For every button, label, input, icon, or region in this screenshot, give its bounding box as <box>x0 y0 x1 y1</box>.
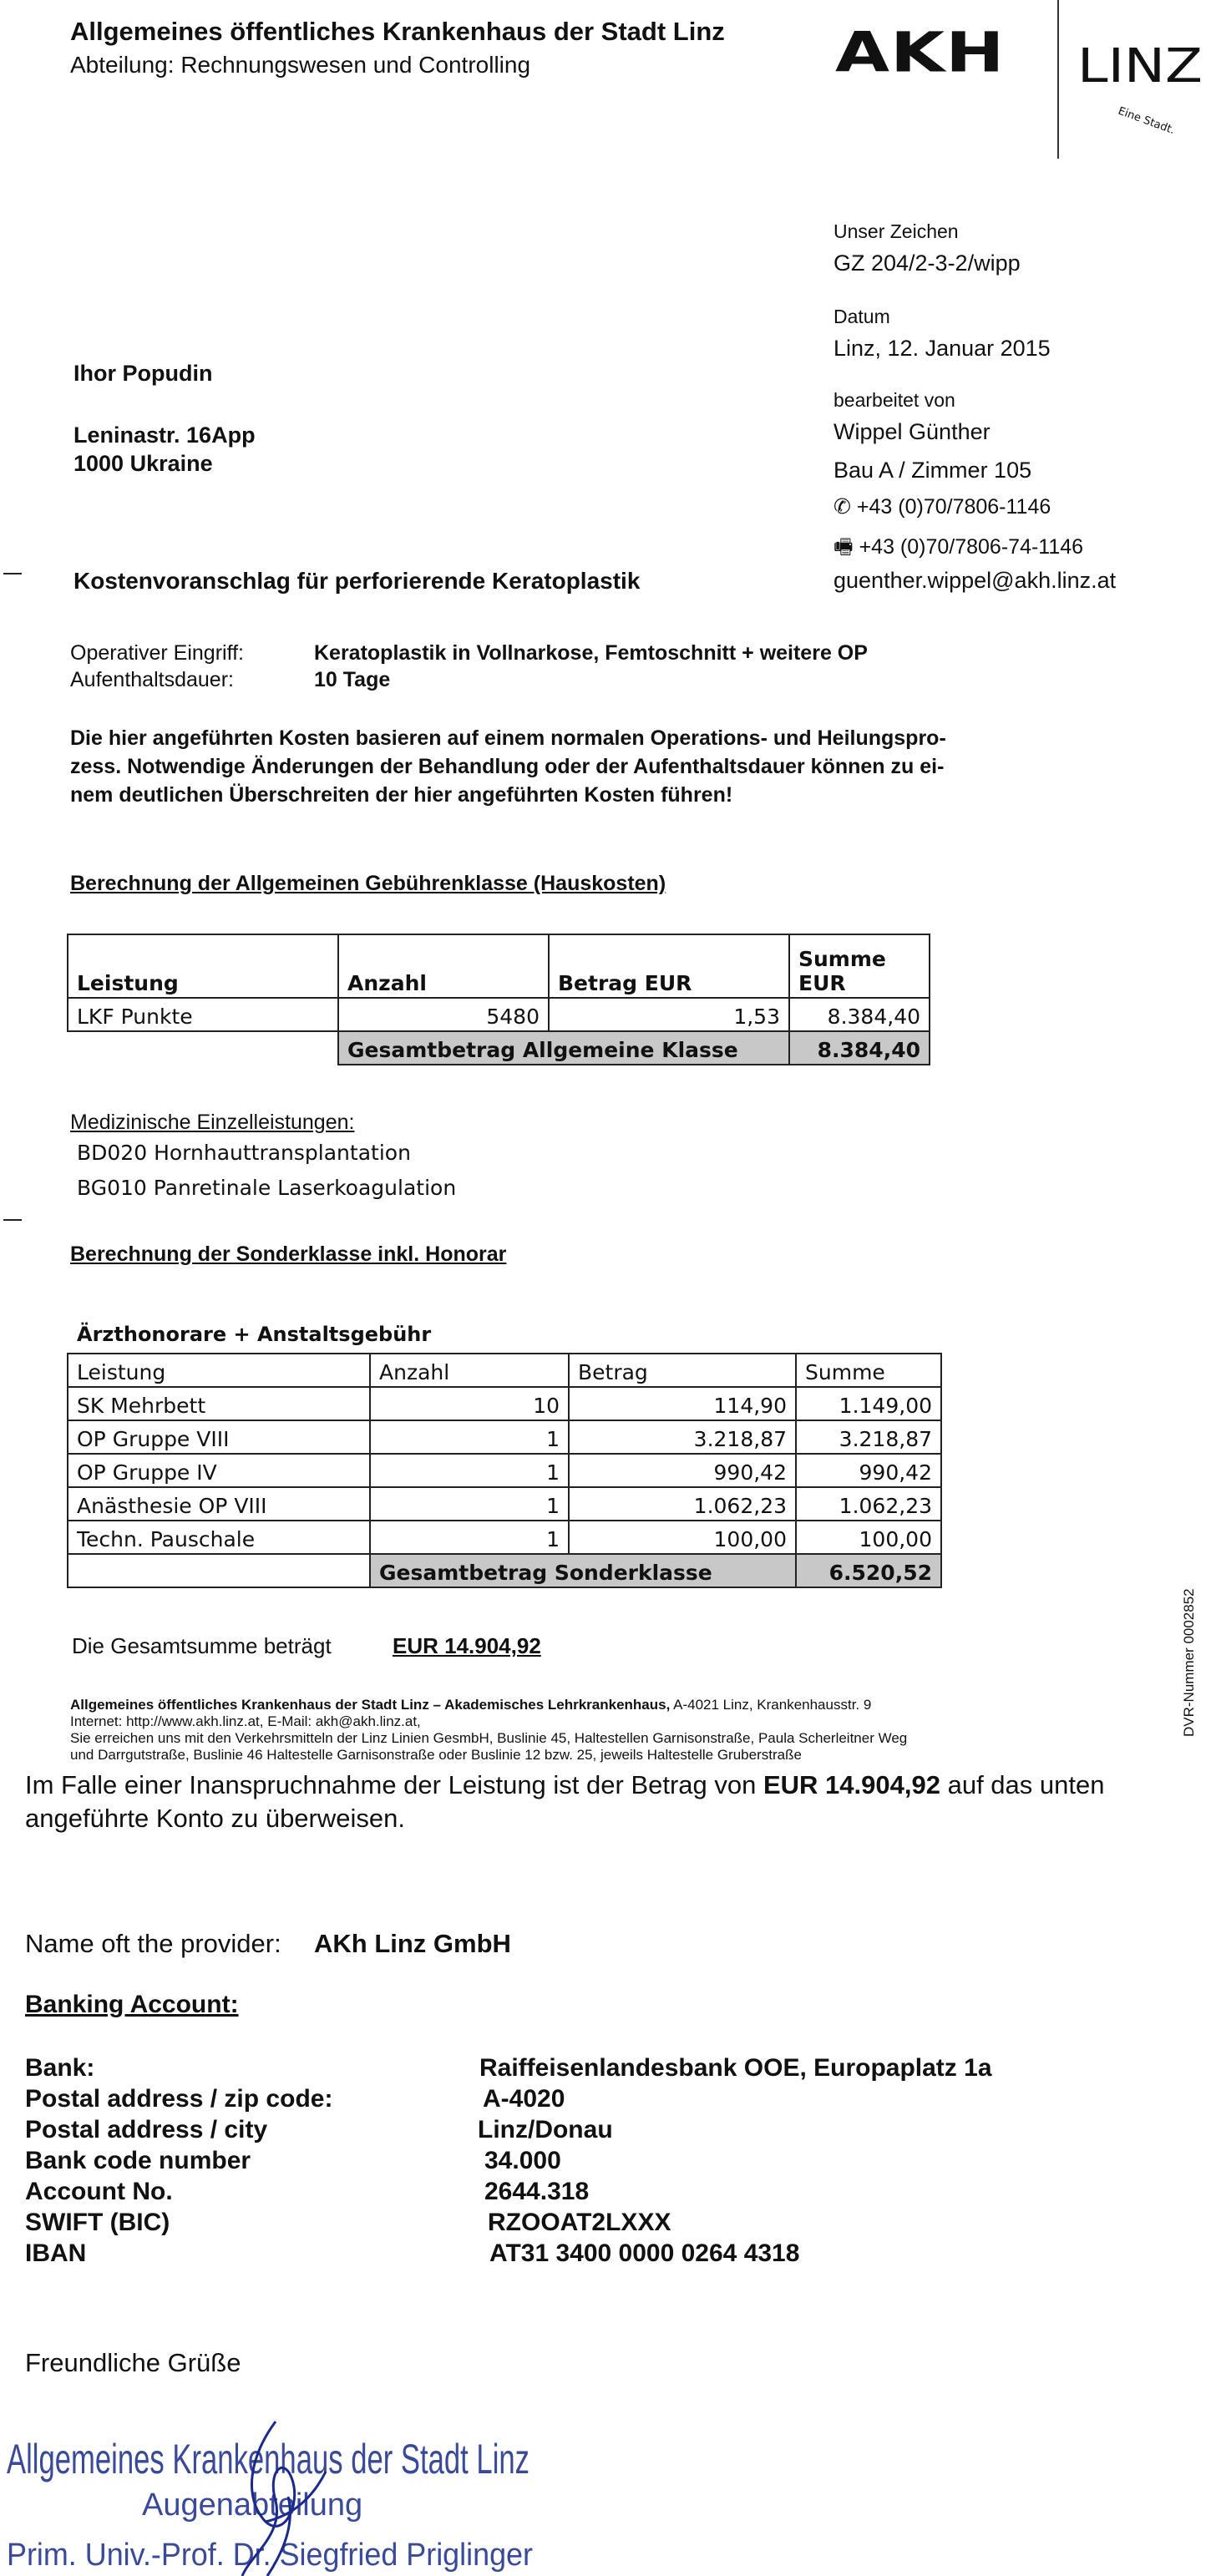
city-label: Postal address / city <box>25 2116 268 2143</box>
cell-leistung: OP Gruppe IV <box>68 1454 370 1487</box>
iban-value: AT31 3400 0000 0264 4318 <box>489 2239 800 2267</box>
special-cost-table <box>67 1353 942 1588</box>
cell-betrag: 990,42 <box>569 1454 796 1487</box>
table-header-row <box>68 1354 941 1387</box>
col-anzahl: Anzahl <box>338 934 549 998</box>
total-value: 6.520,52 <box>796 1554 941 1587</box>
table-row <box>68 1487 941 1521</box>
footer-line-3: Sie erreichen uns mit den Verkehrsmitteln der Linz Linien GesmbH, Buslinie 45, Haltestellen Garnisonstraße, Paula Scherleitner Weg <box>70 1730 908 1746</box>
recipient-street: Leninastr. 16App <box>73 423 256 448</box>
stamp-line-1: Allgemeines Krankenhaus der Stadt Linz <box>7 2436 529 2482</box>
fold-mark <box>3 573 22 574</box>
disclaimer-line-3: nem deutlichen Überschreiten der hier angeführten Kosten führen! <box>70 783 733 807</box>
cell-leistung: SK Mehrbett <box>68 1387 370 1420</box>
swift-value: RZOOAT2LXXX <box>488 2209 671 2236</box>
table-row <box>68 1387 941 1420</box>
datum: Linz, 12. Januar 2015 <box>833 336 1051 361</box>
linz-logo <box>1067 5 1216 138</box>
datum-label: Datum <box>833 306 890 327</box>
bank-label: Bank: <box>25 2054 95 2082</box>
dauer-value: 10 Tage <box>314 668 391 691</box>
bearbeiter: Wippel Günther <box>833 419 991 444</box>
linz-logo-text: LINZ <box>1077 39 1203 94</box>
phone-number: +43 (0)70/7806-1146 <box>856 495 1051 519</box>
fax-icon: 🖷 <box>833 535 854 559</box>
col-anzahl: Anzahl <box>370 1354 569 1387</box>
special-heading: Berechnung der Sonderklasse inkl. Honorar <box>70 1242 507 1266</box>
bearbeitet-label: bearbeitet von <box>833 389 955 411</box>
zip-label: Postal address / zip code: <box>25 2085 333 2113</box>
total-label: Gesamtbetrag Allgemeine Klasse <box>338 1031 789 1065</box>
cell-summe: 8.384,40 <box>789 998 930 1031</box>
col-summe-line-1: Summe <box>798 947 886 971</box>
phone-icon: ✆ <box>833 495 851 519</box>
dvr-number: DVR-Nummer 0002852 <box>1181 1588 1197 1737</box>
payment-line-2: angeführte Konto zu überweisen. <box>25 1804 405 1833</box>
account-value: 2644.318 <box>484 2178 590 2205</box>
cell-leistung: LKF Punkte <box>68 998 338 1031</box>
signature-stamp <box>0 2422 585 2576</box>
linz-logo-tagline: Eine Stadt. <box>1116 104 1177 138</box>
provider-label: Name oft the provider: <box>25 1929 281 1958</box>
general-heading: Berechnung der Allgemeinen Gebührenklasse (Hauskosten) <box>70 872 666 895</box>
cell-summe: 1.149,00 <box>796 1387 941 1420</box>
cell-anzahl: 1 <box>370 1454 569 1487</box>
provider-value: AKh Linz GmbH <box>314 1929 511 1958</box>
account-label: Account No. <box>25 2178 173 2205</box>
department-subtitle: Abteilung: Rechnungswesen und Controlling <box>70 52 531 78</box>
medical-heading: Medizinische Einzelleistungen: <box>70 1111 355 1134</box>
unser-zeichen: GZ 204/2-3-2/wipp <box>833 251 1021 276</box>
cell-betrag: 100,00 <box>569 1521 796 1554</box>
col-betrag: Betrag EUR <box>549 934 789 998</box>
medical-item: BG010 Panretinale Laserkoagulation <box>77 1176 457 1200</box>
col-leistung: Leistung <box>68 1354 370 1387</box>
zip-value: A-4020 <box>483 2085 565 2113</box>
cell-anzahl: 5480 <box>338 998 549 1031</box>
col-summe <box>789 934 930 998</box>
footer-address: A-4021 Linz, Krankenhausstr. 9 <box>670 1697 872 1713</box>
cell-leistung: OP Gruppe VIII <box>68 1420 370 1454</box>
disclaimer-line-1: Die hier angeführten Kosten basieren auf einem normalen Operations- und Heilungspro- <box>70 726 946 750</box>
footer-line-4: und Darrgutstraße, Buslinie 46 Haltestelle Garnisonstraße oder Buslinie 12 bzw. 25, jeweils Haltestelle Gruberstraße <box>70 1747 802 1763</box>
cell-anzahl: 1 <box>370 1521 569 1554</box>
col-summe-line-2: EUR <box>798 971 846 995</box>
recipient-city: 1000 Ukraine <box>73 451 213 476</box>
disclaimer-line-2: zess. Notwendige Änderungen der Behandlung oder der Aufenthaltsdauer können zu ei- <box>70 755 945 778</box>
grand-total-value: EUR 14.904,92 <box>393 1633 541 1658</box>
fold-mark <box>3 1219 22 1221</box>
stamp-line-2: Augenabteilung <box>142 2487 363 2523</box>
total-label: Gesamtbetrag Sonderklasse <box>370 1554 796 1587</box>
table-row <box>68 1521 941 1554</box>
fax-line <box>833 531 1083 567</box>
cell-summe: 100,00 <box>796 1521 941 1554</box>
table-row <box>68 1420 941 1454</box>
stamp-line-3: Prim. Univ.-Prof. Dr. Siegfried Priglinger <box>7 2538 534 2573</box>
col-betrag: Betrag <box>569 1354 796 1387</box>
special-table-title: Ärzthonorare + Anstaltsgebühr <box>77 1323 432 1346</box>
recipient-name: Ihor Popudin <box>73 361 213 386</box>
bank-value: Raiffeisenlandesbank OOE, Europaplatz 1a <box>479 2054 992 2082</box>
closing: Freundliche Grüße <box>25 2348 241 2377</box>
cell-anzahl: 1 <box>370 1420 569 1454</box>
cell-summe: 990,42 <box>796 1454 941 1487</box>
cell-summe: 3.218,87 <box>796 1420 941 1454</box>
medical-item: BD020 Hornhauttransplantation <box>77 1141 411 1165</box>
grand-total-label: Die Gesamtsumme beträgt <box>72 1633 332 1658</box>
fax-number: +43 (0)70/7806-74-1146 <box>859 535 1084 559</box>
bank-code-label: Bank code number <box>25 2147 251 2174</box>
bank-code-value: 34.000 <box>484 2147 561 2174</box>
empty-cell <box>68 1554 370 1587</box>
footer-hospital: Allgemeines öffentliches Krankenhaus der Stadt Linz – Akademisches Lehrkrankenhaus, <box>70 1697 671 1713</box>
banking-heading: Banking Account: <box>25 1991 239 2018</box>
total-value: 8.384,40 <box>789 1031 930 1065</box>
city-value: Linz/Donau <box>478 2116 613 2143</box>
payment-line-1 <box>25 1770 1104 1800</box>
cell-anzahl: 10 <box>370 1387 569 1420</box>
table-total-row <box>68 1031 930 1065</box>
col-summe: Summe <box>796 1354 941 1387</box>
cell-leistung: Techn. Pauschale <box>68 1521 370 1554</box>
table-row <box>68 1454 941 1487</box>
subject: Kostenvoranschlag für perforierende Keratoplastik <box>73 568 641 594</box>
unser-zeichen-label: Unser Zeichen <box>833 220 959 242</box>
cell-summe: 1.062,23 <box>796 1487 941 1521</box>
general-cost-table <box>67 934 930 1065</box>
payment-amount: EUR 14.904,92 <box>763 1770 940 1799</box>
table-row <box>68 998 930 1031</box>
empty-cell <box>68 1031 338 1065</box>
email: guenther.wippel@akh.linz.at <box>833 568 1117 593</box>
dauer-label: Aufenthaltsdauer: <box>70 668 234 691</box>
hospital-title: Allgemeines öffentliches Krankenhaus der Stadt Linz <box>70 17 725 46</box>
payment-text-end: auf das unten <box>940 1770 1105 1799</box>
footer-line-1 <box>70 1697 871 1713</box>
phone-line <box>833 494 1051 519</box>
eingriff-label: Operativer Eingriff: <box>70 641 244 665</box>
footer-line-2: Internet: http://www.akh.linz.at, E-Mail: akh@akh.linz.at, <box>70 1713 421 1729</box>
col-leistung: Leistung <box>68 934 338 998</box>
cell-betrag: 1.062,23 <box>569 1487 796 1521</box>
payment-text: Im Falle einer Inanspruchnahme der Leistung ist der Betrag von <box>25 1770 763 1799</box>
cell-betrag: 1,53 <box>549 998 789 1031</box>
swift-label: SWIFT (BIC) <box>25 2209 170 2236</box>
eingriff-value: Keratoplastik in Vollnarkose, Femtoschnitt + weitere OP <box>314 641 868 665</box>
iban-label: IBAN <box>25 2239 87 2267</box>
cell-anzahl: 1 <box>370 1487 569 1521</box>
akh-logo: AKH <box>835 20 1006 84</box>
header-divider <box>1057 0 1059 159</box>
table-total-row <box>68 1554 941 1587</box>
cell-betrag: 3.218,87 <box>569 1420 796 1454</box>
table-header-row <box>68 934 930 998</box>
cell-betrag: 114,90 <box>569 1387 796 1420</box>
room: Bau A / Zimmer 105 <box>833 458 1032 483</box>
cell-leistung: Anästhesie OP VIII <box>68 1487 370 1521</box>
